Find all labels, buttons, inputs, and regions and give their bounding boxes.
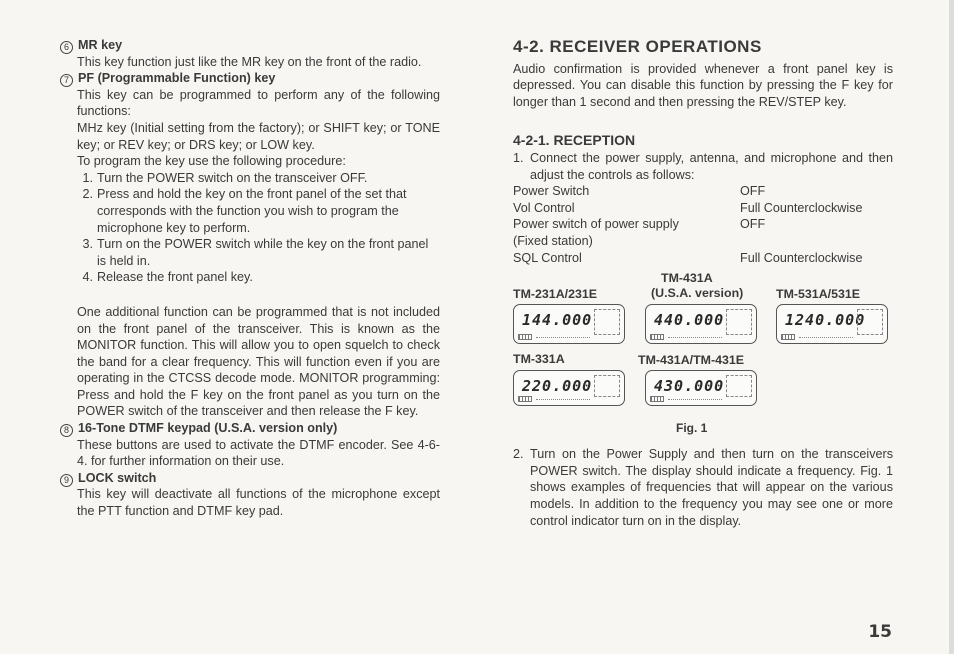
model-label-tm231: TM-231A/231E bbox=[513, 287, 598, 302]
procedure-step: 1. Turn the POWER switch on the transceiver OFF. bbox=[82, 170, 368, 185]
lcd-display-tm431-usa: 440.000 bbox=[645, 304, 757, 344]
dtmf-keypad-heading bbox=[60, 420, 440, 437]
pf-key-text-1: This key can be programmed to perform any of the following functions: bbox=[77, 87, 440, 119]
item-number-9: 9 bbox=[60, 474, 73, 487]
mr-key-heading bbox=[60, 37, 440, 54]
page-number: 15 bbox=[868, 622, 892, 642]
mr-key-text: This key function just like the MR key on the front of the radio. bbox=[77, 54, 422, 69]
dtmf-keypad-title: 16-Tone DTMF keypad (U.S.A. version only) bbox=[78, 421, 338, 436]
item-number-6: 6 bbox=[60, 41, 73, 54]
model-label-tm531: TM-531A/531E bbox=[776, 287, 861, 302]
control-row: (Fixed station) bbox=[513, 233, 593, 248]
procedure-step: 4. Release the front panel key. bbox=[82, 270, 253, 285]
lcd-display-tm331: 220.000 bbox=[513, 370, 625, 406]
subsection-heading: 4-2-1. RECEPTION bbox=[513, 132, 636, 149]
model-label-tm431-a: TM-431A bbox=[661, 271, 713, 286]
pf-key-title: PF (Programmable Function) key bbox=[78, 71, 276, 86]
item-number-7: 7 bbox=[60, 74, 73, 87]
lcd-display-tm531: 1240.000 bbox=[776, 304, 888, 344]
lock-switch-title: LOCK switch bbox=[78, 470, 157, 485]
figure-1 bbox=[513, 270, 893, 418]
figure-caption: Fig. 1 bbox=[676, 421, 708, 436]
lcd-display-tm231: 144.000 bbox=[513, 304, 625, 344]
pf-key-heading bbox=[60, 70, 440, 87]
lock-switch-heading bbox=[60, 470, 440, 487]
procedure-step: 2. Press and hold the key on the front panel of the set that corresponds with the function you wish to program the microphone key to perform. bbox=[82, 187, 407, 235]
lcd-display-tm431-e: 430.000 bbox=[645, 370, 757, 406]
lock-switch-text: This key will deactivate all functions of the microphone except the PTT function and DTMF key pad. bbox=[77, 487, 440, 519]
model-label-tm431-e: TM-431A/TM-431E bbox=[638, 353, 745, 368]
control-row: Power switch of power supply OFF bbox=[513, 217, 766, 232]
reception-step-2: 2. Turn on the Power Supply and then turn on the transceivers POWER switch. The display should indicate a frequency. Fig. 1 shows examples of frequencies that will appear on the various models. In addition to the frequency you may see one or more control indicator turn on in the display. bbox=[513, 447, 893, 528]
control-row: Power Switch OFF bbox=[513, 184, 766, 199]
right-column bbox=[513, 37, 893, 529]
monitor-function-text: One additional function can be programmed that is not included on the front panel of the transceiver. This is known as the MONITOR function. This will allow you to open squelch to check the band for a clear frequency. This will function even if you are operating in the CTCSS decode mode. MONITOR programming: Press and hold the F key on the front panel as you turn on the POWER switch of the transceiver and then release the F key. bbox=[77, 304, 440, 419]
section-heading: 4-2. RECEIVER OPERATIONS bbox=[513, 37, 762, 56]
page-edge bbox=[949, 0, 954, 654]
dtmf-keypad-text: These buttons are used to activate the DTMF encoder. See 4-6-4. for further information on their use. bbox=[77, 437, 440, 469]
model-label-usa-version: (U.S.A. version) bbox=[651, 286, 744, 301]
pf-key-text-3: To program the key use the following procedure: bbox=[77, 154, 346, 169]
left-column bbox=[60, 37, 440, 520]
control-settings bbox=[513, 183, 893, 266]
section-intro: Audio confirmation is provided whenever a front panel key is depressed. You can disable this function by pressing the F key for longer than 1 second and then pressing the REV/STEP key. bbox=[513, 61, 893, 109]
mr-key-title: MR key bbox=[78, 38, 123, 52]
reception-step-1: 1. Connect the power supply, antenna, and microphone and then adjust the controls as follows: bbox=[513, 150, 893, 182]
control-row: Vol Control Full Counterclockwise bbox=[513, 200, 863, 215]
item-number-8: 8 bbox=[60, 424, 73, 437]
pf-procedure-list bbox=[60, 170, 440, 286]
model-label-tm331: TM-331A bbox=[513, 352, 565, 367]
procedure-step: 3. Turn on the POWER switch while the key on the front panel is held in. bbox=[82, 237, 429, 268]
pf-key-text-2: MHz key (Initial setting from the factory); or SHIFT key; or TONE key; or REV key; or DRS key; or LOW key. bbox=[77, 120, 440, 152]
control-row: SQL Control Full Counterclockwise bbox=[513, 250, 863, 265]
